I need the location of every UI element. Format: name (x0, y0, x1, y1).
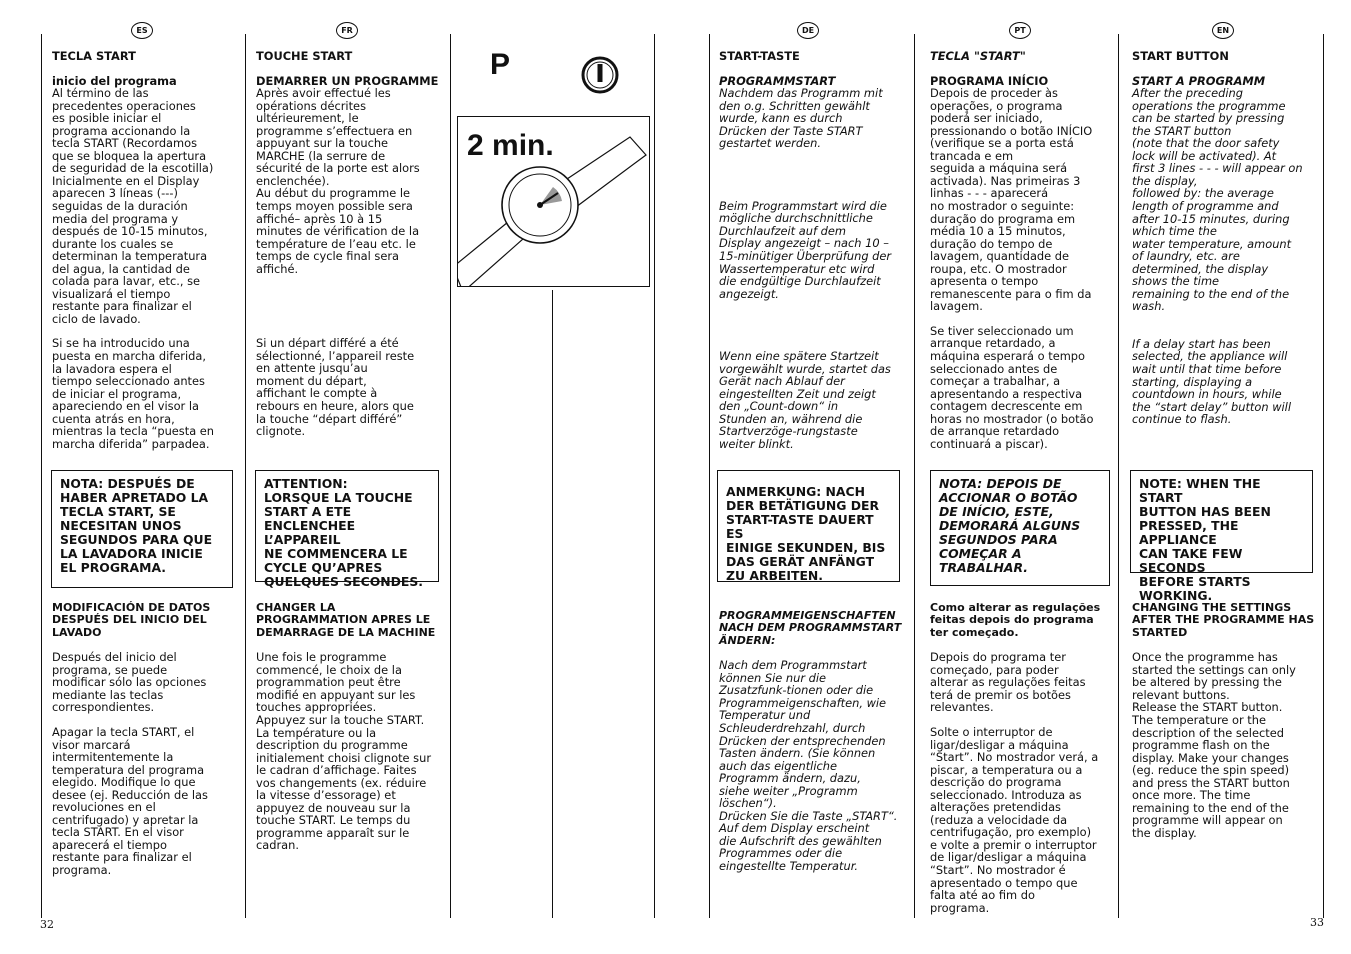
column-en-lower (1132, 602, 1318, 839)
language-badge-es: ES (131, 22, 153, 39)
section-title: TECLA "START" (930, 49, 1026, 63)
section-title: START BUTTON (1132, 49, 1229, 63)
column-rule (245, 34, 246, 918)
paragraph: Une fois le programme commencé, le choix de la programmation peut être modifié en appuyant sur les touches appropriées. Appuyez sur la touche START. La température ou la description du programme initialement choisi clignote sur le cadran d’affichage. Faites vos changements (ex. réduire la vitesse d’essorage) et appuyez de nouveau sur la touche START. Le temps du programme apparaît sur le cadran. (256, 650, 432, 853)
paragraph: Apagar la tecla START, el visor marcará intermitentemente la temperatura del programa elegido. Modifique lo que desee (ej. Reducción de las revoluciones en el centrifugado) y apretar la tecla START. En el visor aparecerá el tiempo restante para finalizar el programa. (52, 724, 208, 877)
section-heading: PROGRAMA INÍCIO (930, 73, 1049, 88)
column-fr (256, 50, 442, 438)
page-number-left: 32 (40, 918, 54, 931)
language-badge-en: EN (1212, 22, 1234, 39)
column-es (52, 50, 238, 450)
note-box-en: NOTE: WHEN THE START BUTTON HAS BEEN PRESSED, THE APPLIANCE CAN TAKE FEW SECONDS BEFORE STARTS WORKING. (1130, 470, 1313, 573)
section-heading: PROGRAMMEIGENSCHAFTEN NACH DEM PROGRAMMSTART ÄNDERN: (719, 609, 902, 647)
power-icon (580, 55, 620, 95)
paragraph: If a delay start has been selected, the appliance will wait until that time before starting, displaying a countdown in hours, while the “start delay” button will continue to flash. (1132, 336, 1292, 427)
column-rule (914, 34, 915, 918)
section-heading: PROGRAMMSTART (719, 73, 836, 88)
column-rule (1118, 34, 1119, 918)
watch-icon (458, 117, 650, 287)
section-title: TOUCHE START (256, 49, 353, 63)
section-title: START-TASTE (719, 49, 800, 63)
paragraph: Nach dem Programmstart können Sie nur die Zusatzfunk-tionen oder die Programmeigenschaften, wie Temperatur und Schleuderdrehzahl, durch Drücken der entsprechenden Tasten ändern. (Sie können auch das eigentliche Programm ändern, dazu, siehe weiter „Programm löschen“). Drücken Sie die Taste „START“. Auf dem Display erscheint die Aufschrift des gewählten Programmes oder die eingestellte Temperatur. (719, 658, 898, 873)
column-pt (930, 50, 1116, 450)
time-label: 2 min. (467, 129, 554, 162)
paragraph: Depois do programa ter começado, para poder alterar as regulações feitas terá de premir os botões relevantes. (930, 650, 1086, 715)
paragraph: Nachdem das Programm mit den o.g. Schritten gewählt wurde, kann es durch Drücken der Taste START gestartet werden. (719, 86, 883, 151)
note-box-pt: NOTA: DEPOIS DE ACCIONAR O BOTÃO DE INÍCIO, ESTE, DEMORARÁ ALGUNS SEGUNDOS PARA COMEÇAR A TRABALHAR. (930, 470, 1110, 586)
paragraph: Al término de las precedentes operaciones es posible iniciar el programa accionando la tecla START (Recordamos que se bloquea la apertura de seguridad de la escotilla) Inicialmente en el Display aparecen 3 líneas (---) seguidas de la duración media del programa y después de 10-15 minutos, durante los cuales se determinan la temperatura del agua, la cantidad de colada para lavar, etc., se visualizará el tiempo restante para finalizar el ciclo de lavado. (52, 86, 214, 326)
paragraph: Si se ha introducido una puesta en marcha diferida, la lavadora espera el tiempo seleccionado antes de iniciar el programa, apareciendo en el visor la cuenta atrás en hora, mientras la tecla “puesta en marcha diferida” parpadea. (52, 336, 215, 451)
column-en (1132, 50, 1318, 426)
language-badge-de: DE (797, 22, 819, 39)
column-rule (1323, 34, 1324, 918)
paragraph: Once the programme has started the settings can only be altered by pressing the relevant buttons. Release the START button. The temperature or the description of the selected programme flash on the display. Make your changes (eg. reduce the spin speed) and press the START button once more. The time remaining to the end of the programme will appear on the display. (1132, 650, 1296, 840)
section-heading: CHANGER LA PROGRAMMATION APRES LE DEMARRAGE DE LA MACHINE (256, 601, 436, 639)
section-heading: START A PROGRAMM (1132, 73, 1266, 88)
section-heading: DEMARRER UN PROGRAMME (256, 73, 439, 88)
paragraph: Beim Programmstart wird die mögliche durchschnittliche Durchlaufzeit auf dem Display angezeigt – nach 10 – 15-minütiger Überprüfung der Wassertemperatur etc wird die endgültige Durchlaufzeit angezeigt. (719, 198, 892, 301)
timer-illustration-frame (457, 116, 650, 287)
paragraph: Wenn eine spätere Startzeit vorgewählt wurde, startet das Gerät nach Ablauf der eingestellten Zeit und zeigt den „Count-down“ in Stunden an, während die Startverzöge-rungstaste weiter blinkt. (719, 349, 891, 452)
column-de (719, 50, 911, 451)
paragraph: Después del inicio del programa, se puede modificar sólo las opciones mediante las teclas correspondientes. (52, 650, 207, 715)
paragraph: Depois de proceder às operações, o programa poderá ser iniciado, pressionando o botão INÍCIO (verifique se a porta está trancada e em seguida a máquina será activada). Nas primeiras 3 linhas - - - aparecerá no mostrador o seguinte: duração do programa em média 10 a 15 minutos, duração do tempo de lavagem, quantidade de roupa, etc. O mostrador apresenta o tempo remanescente para o fim da lavagem. (930, 86, 1093, 314)
page-number-right: 33 (1310, 916, 1324, 929)
section-heading: inicio del programa (52, 73, 177, 88)
language-badge-pt: PT (1009, 22, 1031, 39)
paragraph: Se tiver seleccionado um arranque retardado, a máquina esperará o tempo seleccionado antes de começar a trabalhar, a apresentando a respectiva contagem decrescente em horas no mostrador (o botão de arranque retardado continuará a piscar). (930, 323, 1094, 451)
paragraph: Après avoir effectué les opérations décrites ultérieurement, le programme s’effectuera en appuyant sur la touche MARCHE (la serrure de sécurité de la porte est alors enclenchée). Au début du programme le temps moyen possible sera affiché– après 10 à 15 minutes de vérification de la température de l’eau etc. le temps de cycle final sera affiché. (256, 86, 420, 276)
column-rule (654, 34, 655, 918)
note-box-fr: ATTENTION: LORSQUE LA TOUCHE START A ETE ENCLENCHEE L’APPAREIL NE COMMENCERA LE CYCLE QU’APRES QUELQUES SECONDES. (255, 470, 439, 582)
language-badge-fr: FR (336, 22, 358, 39)
note-box-de: ANMERKUNG: NACH DER BETÄTIGUNG DER START-TASTE DAUERT ES EINIGE SEKUNDEN, BIS DAS GERÄT ANFÄNGT ZU ARBEITEN. (717, 470, 900, 582)
paragraph: Si un départ différé a été sélectionné, l’appareil reste en attente jusqu’au moment du départ, affichant le compte à rebours en heure, alors que la touche “départ différé” clignote. (256, 336, 415, 439)
paragraph: After the preceding operations the programme can be started by pressing the START button (note that the door safety lock will be activated). At first 3 lines - - - will appear on the display, followed by: the average length of programme and after 10-15 minutes, during which time the water temperature, amount of laundry, etc. are determined, the display shows the time remaining to the end of the wash. (1132, 86, 1303, 314)
paragraph: Solte o interruptor de ligar/desligar a máquina “Start”. No mostrador verá, a piscar, a temperatura ou a descrição do programa seleccionado. Introduza as alterações pretendidas (reduza a velocidade da centrifugação, pro exemplo) e volte a premir o interruptor de ligar/desligar a máquina “Start”. No mostrador é apresentado o tempo que falta até ao fim do programa. (930, 724, 1099, 915)
section-heading: MODIFICACIÓN DE DATOS DESPUÉS DEL INICIO DEL LAVADO (52, 601, 211, 639)
column-es-lower (52, 602, 238, 877)
column-pt-lower (930, 602, 1116, 914)
section-heading: CHANGING THE SETTINGS AFTER THE PROGRAMME HAS STARTED (1132, 601, 1315, 639)
program-letter: P (490, 48, 511, 81)
section-heading: Como alterar as regulações feitas depois do programa ter começado. (930, 601, 1101, 639)
column-de-lower (719, 610, 911, 873)
column-rule (552, 290, 553, 918)
column-rule (450, 34, 451, 918)
column-rule (709, 34, 710, 918)
column-fr-lower (256, 602, 442, 852)
section-title: TECLA START (52, 49, 136, 63)
column-rule (41, 34, 42, 918)
note-box-es: NOTA: DESPUÉS DE HABER APRETADO LA TECLA START, SE NECESITAN UNOS SEGUNDOS PARA QUE LA LAVADORA INICIE EL PROGRAMA. (51, 470, 233, 588)
